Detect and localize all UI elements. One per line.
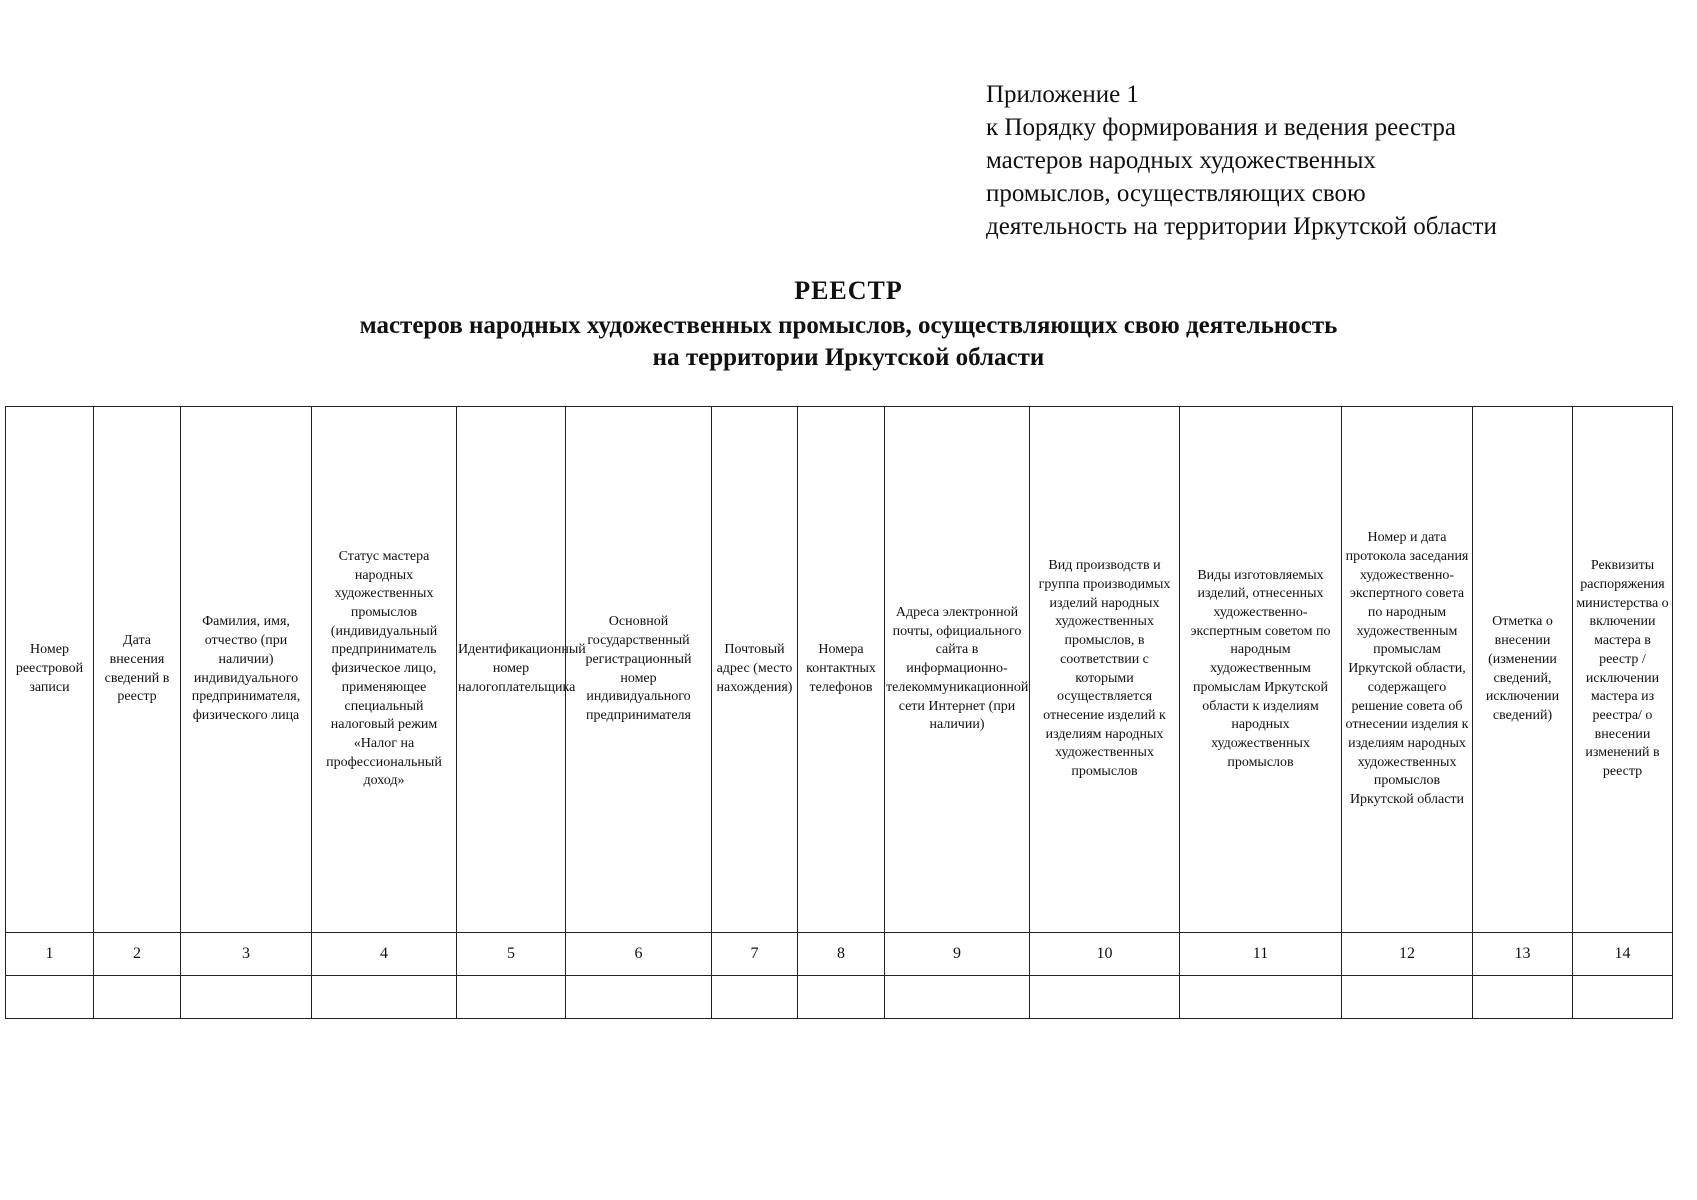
column-number-cell: 4 [312, 933, 457, 976]
column-number-cell: 6 [566, 933, 712, 976]
column-number-cell: 13 [1473, 933, 1573, 976]
header-cell: Отметка о внесении (изменении сведений, исключении сведений) [1473, 407, 1573, 933]
appendix-line: мастеров народных художественных [986, 147, 1376, 174]
column-number-cell: 10 [1030, 933, 1180, 976]
header-cell: Номер и дата протокола заседания художественно-экспертного совета по народным художественным промыслам Иркутской области, содержащего решение совета об отнесении изделия к изделиям народных художественных промыслов Иркутской области [1342, 407, 1473, 933]
data-cell [1180, 976, 1342, 1019]
header-cell: Вид производств и группа производимых изделий народных художественных промыслов, в соответствии с которыми осуществляется отнесение изделий к изделиям народных художественных промыслов [1030, 407, 1180, 933]
header-cell: Номера контактных телефонов [798, 407, 885, 933]
data-cell [1342, 976, 1473, 1019]
data-cell [798, 976, 885, 1019]
appendix-block [986, 78, 1626, 243]
appendix-line: деятельность на территории Иркутской области [986, 213, 1497, 240]
header-cell: Фамилия, имя, отчество (при наличии) индивидуального предпринимателя, физического лица [181, 407, 312, 933]
data-cell [885, 976, 1030, 1019]
column-number-cell: 1 [6, 933, 94, 976]
appendix-line: к Порядку формирования и ведения реестра [986, 114, 1456, 141]
header-cell: Почтовый адрес (место нахождения) [712, 407, 798, 933]
data-cell [1030, 976, 1180, 1019]
header-cell: Дата внесения сведений в реестр [94, 407, 181, 933]
header-cell: Статус мастера народных художественных промыслов (индивидуальный предприниматель физическое лицо, применяющее специальный налоговый режим «Налог на профессиональный доход» [312, 407, 457, 933]
data-cell [457, 976, 566, 1019]
header-row [6, 407, 1673, 933]
registry-table [5, 406, 1673, 1019]
data-cell [1473, 976, 1573, 1019]
column-number-cell: 14 [1573, 933, 1673, 976]
title-line-3: на территории Иркутской области [652, 344, 1045, 371]
column-number-row [6, 933, 1673, 976]
column-number-cell: 11 [1180, 933, 1342, 976]
appendix-line: промыслов, осуществляющих свою [986, 180, 1366, 207]
column-number-cell: 9 [885, 933, 1030, 976]
empty-data-row [6, 976, 1673, 1019]
document-title [0, 275, 1697, 374]
title-line-2: мастеров народных художественных промыслов, осуществляющих свою деятельность [359, 312, 1338, 339]
appendix-line: Приложение 1 [986, 81, 1139, 108]
data-cell [1573, 976, 1673, 1019]
data-cell [181, 976, 312, 1019]
header-cell: Идентификационный номер налогоплательщика [457, 407, 566, 933]
data-cell [312, 976, 457, 1019]
title-line-1: РЕЕСТР [794, 276, 903, 305]
column-number-cell: 5 [457, 933, 566, 976]
data-cell [566, 976, 712, 1019]
column-number-cell: 2 [94, 933, 181, 976]
column-number-cell: 3 [181, 933, 312, 976]
header-cell: Номер реестровой записи [6, 407, 94, 933]
data-cell [94, 976, 181, 1019]
column-number-cell: 7 [712, 933, 798, 976]
header-cell: Реквизиты распоряжения министерства о включении мастера в реестр / исключении мастера из реестра/ о внесении изменений в реестр [1573, 407, 1673, 933]
header-cell: Виды изготовляемых изделий, отнесенных художественно-экспертным советом по народным художественным промыслам Иркутской области к изделиям народных художественных промыслов [1180, 407, 1342, 933]
data-cell [6, 976, 94, 1019]
column-number-cell: 8 [798, 933, 885, 976]
header-cell: Адреса электронной почты, официального сайта в информационно-телекоммуникационной сети Интернет (при наличии) [885, 407, 1030, 933]
column-number-cell: 12 [1342, 933, 1473, 976]
data-cell [712, 976, 798, 1019]
header-cell: Основной государственный регистрационный номер индивидуального предпринимателя [566, 407, 712, 933]
